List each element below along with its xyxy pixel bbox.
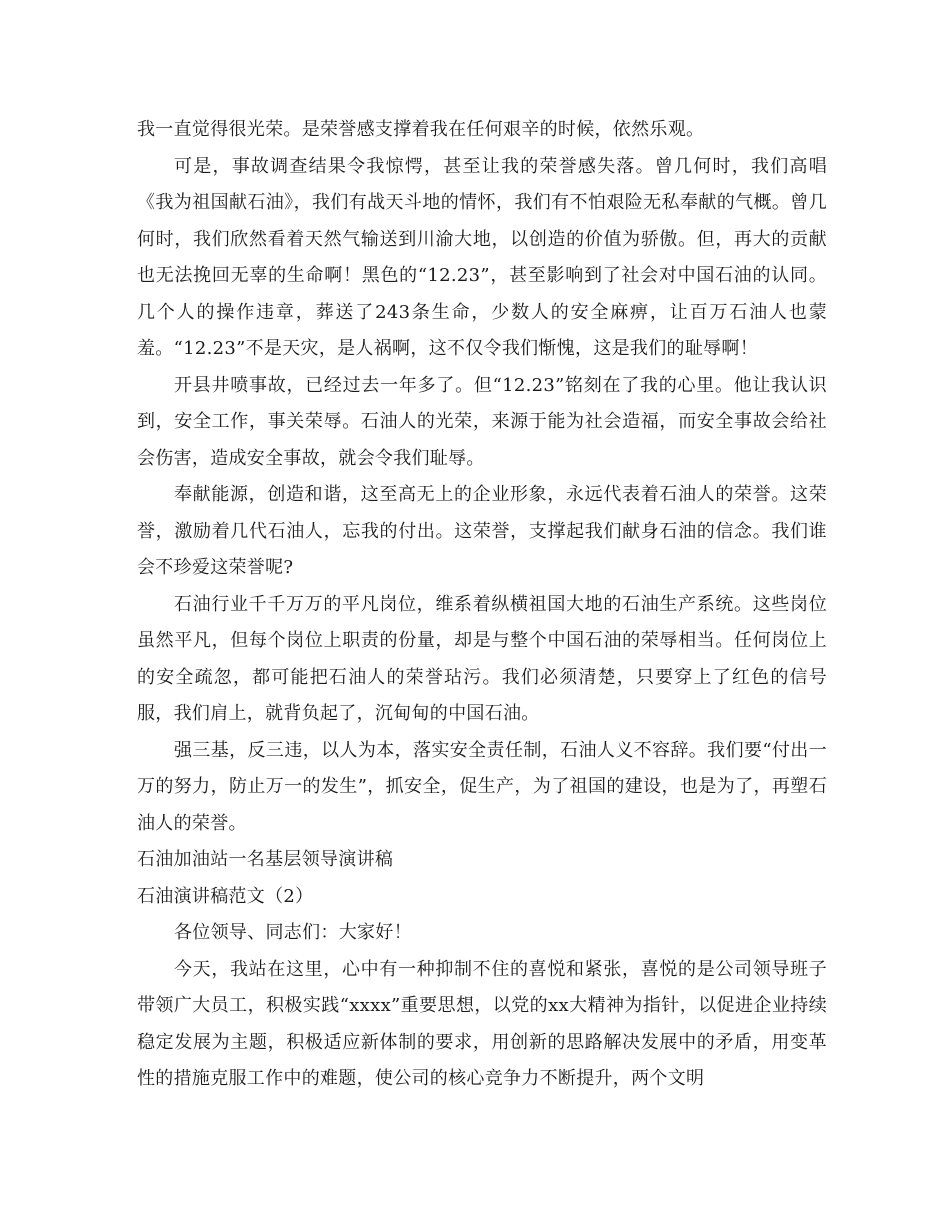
paragraph-2: 可是，事故调查结果令我惊愕，甚至让我的荣誉感失落。曾几何时，我们高唱《我为祖国献石油》，我们有战天斗地的情怀，我们有不怕艰险无私奉献的气概。曾几何时，我们欣然看着天然气输送到川渝大地，以创造的价值为骄傲。但，再大的贡献也无法挽回无辜的生命啊！黑色的“12.23”，甚至影响到了社会对中国石油的认同。几个人的操作违章，葬送了243条生命，少数人的安全麻痹，让百万石油人也蒙羞。“12.23”不是天灾，是人祸啊，这不仅令我们惭愧，这是我们的耻辱啊！	[137, 155, 827, 359]
paragraph-1: 我一直觉得很光荣。是荣誉感支撑着我在任何艰辛的时候，依然乐观。	[137, 119, 705, 140]
paragraph-3: 开县井喷事故，已经过去一年多了。但“12.23”铭刻在了我的心里。他让我认识到，安全工作，事关荣辱。石油人的光荣，来源于能为社会造福，而安全事故会给社会伤害，造成安全事故，就会令我们耻辱。	[137, 374, 827, 469]
paragraph-7: 今天，我站在这里，心中有一种抑制不住的喜悦和紧张，喜悦的是公司领导班子带领广大员工，积极实践“xxxx”重要思想，以党的xx大精神为指针，以促进企业持续稳定发展为主题，积极适应新体制的要求，用创新的思路解决发展中的矛盾，用变革性的措施克服工作中的难题，使公司的核心竞争力不断提升，两个文明	[137, 958, 827, 1089]
paragraph-5: 石油行业千千万万的平凡岗位，维系着纵横祖国大地的石油生产系统。这些岗位虽然平凡，但每个岗位上职责的份量，却是与整个中国石油的荣辱相当。任何岗位上的安全疏忽，都可能把石油人的荣誉玷污。我们必须清楚，只要穿上了红色的信号服，我们肩上，就背负起了，沉甸甸的中国石油。	[137, 593, 827, 724]
document-page	[137, 112, 827, 1098]
section-heading-2: 石油演讲稿范文（2）	[137, 885, 314, 907]
paragraph-6: 强三基，反三违，以人为本，落实安全责任制，石油人义不容辞。我们要“付出一万的努力，防止万一的发生”，抓安全，促生产，为了祖国的建设，也是为了，再塑石油人的荣誉。	[137, 739, 827, 834]
section-heading-1: 石油加油站一名基层领导演讲稿	[137, 849, 394, 870]
salutation: 各位领导、同志们：大家好！	[174, 922, 412, 943]
paragraph-4: 奉献能源，创造和谐，这至高无上的企业形象，永远代表着石油人的荣誉。这荣誉，激励着几代石油人，忘我的付出。这荣誉，支撑起我们献身石油的信念。我们谁会不珍爱这荣誉呢?	[137, 484, 827, 578]
